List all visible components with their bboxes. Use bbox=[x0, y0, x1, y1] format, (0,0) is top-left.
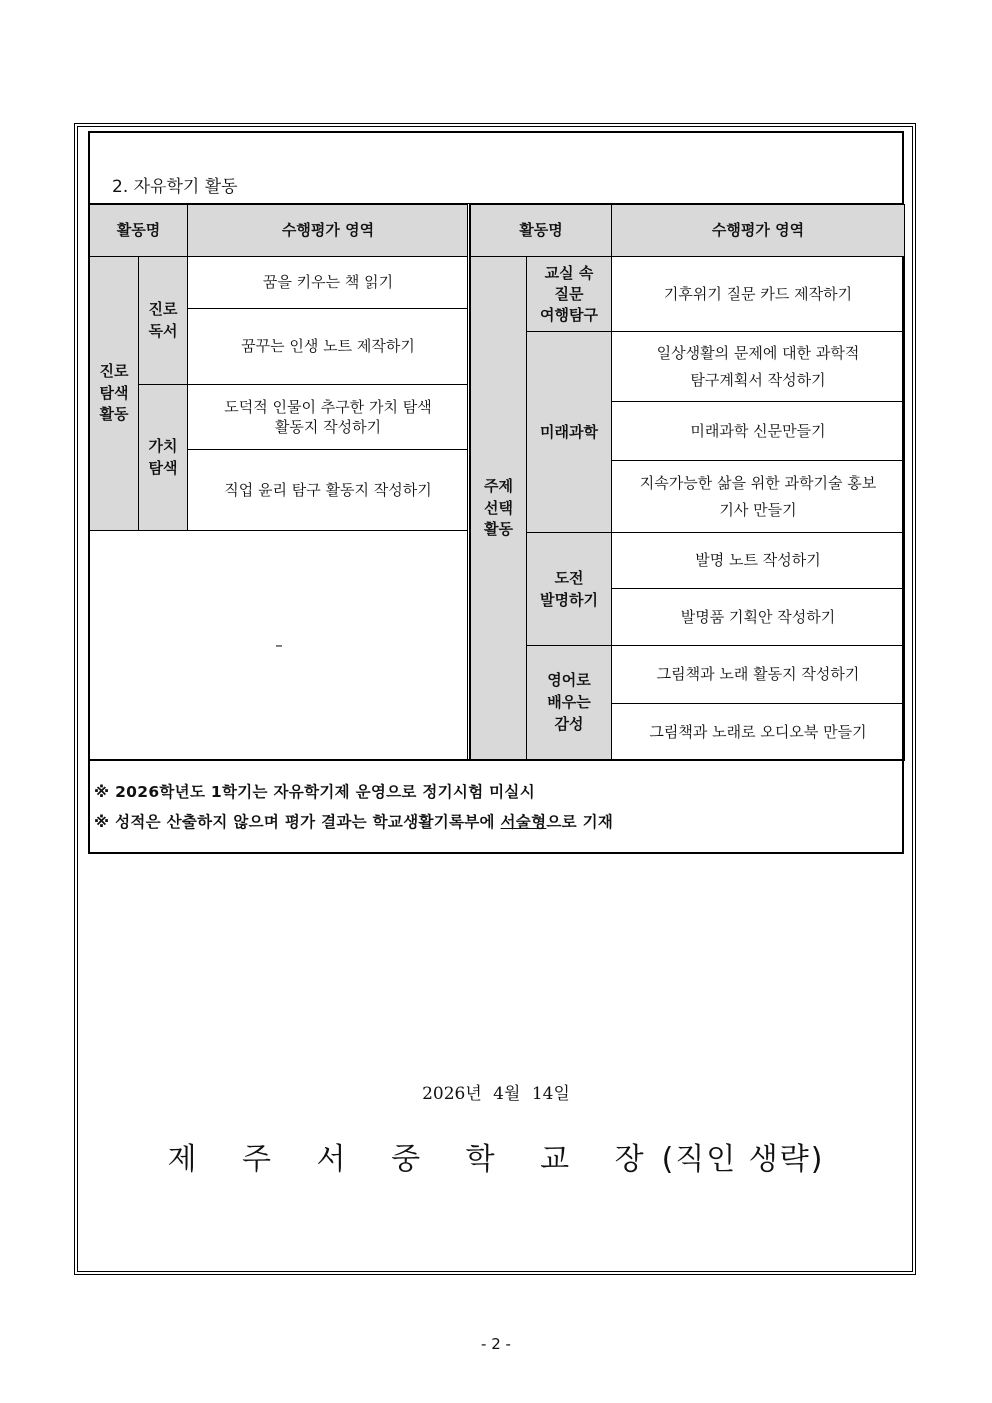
right-sub1-label: 교실 속 질문 여행탐구 bbox=[527, 257, 612, 332]
right-sub4-label: 영어로 배우는 감성 bbox=[527, 646, 612, 761]
notes-divider bbox=[88, 759, 904, 761]
left-group-label: 진로 탐색 활동 bbox=[90, 257, 139, 531]
issue-date: 2026년 4월 14일 bbox=[422, 1084, 570, 1104]
right-sub2-label: 미래과학 bbox=[527, 332, 612, 533]
note-line-2-post: 으로 기재 bbox=[546, 813, 614, 831]
note-line-2-pre: ※ 성적은 산출하지 않으며 평가 결과는 학교생활기록부에 bbox=[94, 813, 501, 831]
right-sub1-item-1: 기후위기 질문 카드 제작하기 bbox=[612, 257, 905, 332]
left-sub1-item-2: 꿈꾸는 인생 노트 제작하기 bbox=[188, 309, 469, 385]
signer bbox=[0, 1134, 992, 1178]
right-sub2-item-2: 미래과학 신문만들기 bbox=[612, 402, 905, 461]
right-header-area: 수행평가 영역 bbox=[612, 205, 905, 257]
signer-main: 제 주 서 중 학 교 장 bbox=[167, 1142, 662, 1177]
right-sub4-item-2: 그림책과 노래로 오디오북 만들기 bbox=[612, 704, 905, 761]
left-sub2-item-1: 도덕적 인물이 추구한 가치 탐색 활동지 작성하기 bbox=[188, 385, 469, 450]
page-number: - 2 - bbox=[481, 1335, 511, 1353]
right-sub3-item-1: 발명 노트 작성하기 bbox=[612, 533, 905, 589]
left-header-area: 수행평가 영역 bbox=[188, 205, 469, 257]
right-sub4-item-1: 그림책과 노래 활동지 작성하기 bbox=[612, 646, 905, 704]
left-sub2-label: 가치 탐색 bbox=[139, 385, 188, 531]
note-line-2 bbox=[94, 810, 613, 832]
left-sub1-label: 진로 독서 bbox=[139, 257, 188, 385]
right-sub3-label: 도전 발명하기 bbox=[527, 533, 612, 646]
left-empty-cell: – bbox=[90, 531, 469, 760]
note-line-2-underlined: 서술형 bbox=[500, 813, 547, 831]
left-activity-table bbox=[89, 204, 469, 760]
section-title: 2. 자유학기 활동 bbox=[112, 177, 238, 197]
right-sub2-item-3: 지속가능한 삶을 위한 과학기술 홍보 기사 만들기 bbox=[612, 461, 905, 533]
right-header-name: 활동명 bbox=[471, 205, 612, 257]
left-sub2-item-2: 직업 윤리 탐구 활동지 작성하기 bbox=[188, 450, 469, 531]
right-group-label: 주제 선택 활동 bbox=[471, 257, 527, 761]
signer-suffix: (직인 생략) bbox=[661, 1142, 825, 1177]
left-sub1-item-1: 꿈을 키우는 책 읽기 bbox=[188, 257, 469, 309]
left-header-name: 활동명 bbox=[90, 205, 188, 257]
note-line-1: ※ 2026학년도 1학기는 자유학기제 운영으로 정기시험 미실시 bbox=[94, 783, 535, 801]
right-activity-table bbox=[470, 204, 905, 761]
right-sub3-item-2: 발명품 기획안 작성하기 bbox=[612, 589, 905, 646]
right-sub2-item-1: 일상생활의 문제에 대한 과학적 탐구계획서 작성하기 bbox=[612, 332, 905, 402]
